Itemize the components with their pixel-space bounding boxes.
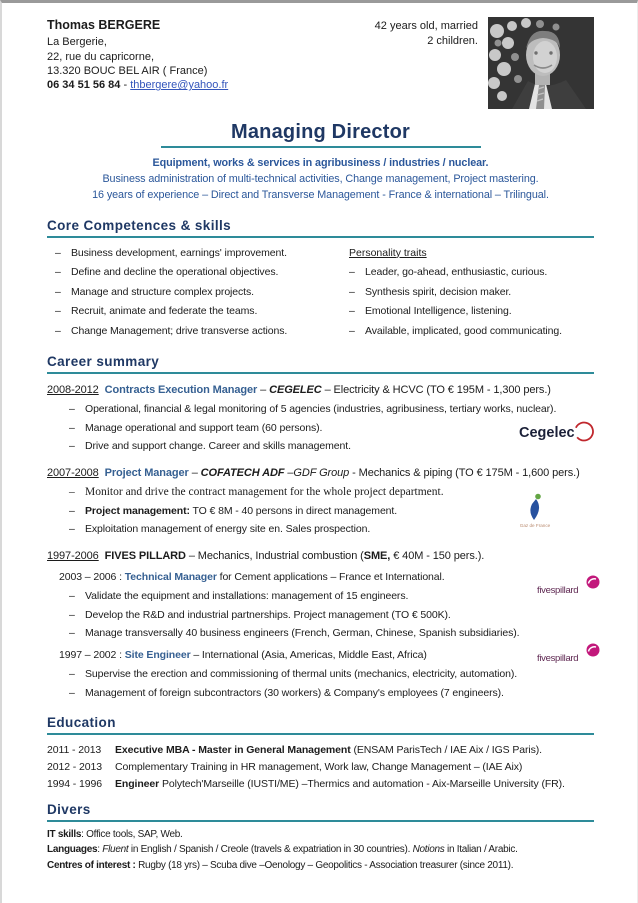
personal-status xyxy=(375,19,478,49)
address-line-2: 22, rue du capricorne, xyxy=(47,50,155,63)
interests-line: Centres of interest : Rugby (18 yrs) – Scuba dive –Oenology – Geopolitics - Association treasurer (since 2011). xyxy=(47,859,514,871)
education-rows xyxy=(47,744,594,790)
competence-item: – Change Management; drive transverse actions. xyxy=(55,324,288,337)
section-heading: Core Competences & skills xyxy=(47,217,232,233)
phone-email-line xyxy=(47,78,375,92)
children-status: 2 children. xyxy=(427,34,478,47)
personality-item: – Synthesis spirit, decision maker. xyxy=(349,285,512,298)
person-name: Thomas BERGERE xyxy=(47,18,161,32)
education-row xyxy=(47,761,594,773)
edu-period: 2012 - 2013 xyxy=(47,760,102,773)
subrole-title: Technical Manager xyxy=(124,571,217,584)
job-entry-fives-pillard xyxy=(47,550,594,699)
section-rule xyxy=(47,820,594,822)
section-heading: Education xyxy=(47,714,116,730)
job-header: 1997-2006 FIVES PILLARD – Mechanics, Industrial combustion (SME, € 40M - 150 pers.). xyxy=(47,550,485,563)
job-bullets xyxy=(69,486,594,535)
svg-text:fivespillard: fivespillard xyxy=(537,585,579,597)
edu-degree: Executive MBA - Master in General Management (ENSAM ParisTech / IAE Aix / IGS Paris). xyxy=(115,743,542,756)
competence-item: – Business development, earnings' improvement. xyxy=(55,246,287,259)
job-period: 2008-2012 xyxy=(47,384,99,397)
bullet-item: – Develop the R&D and industrial partnerships. Project management (TO € 500K). xyxy=(69,608,451,621)
edu-degree: Engineer Polytech'Marseille (IUSTI/ME) –Thermics and automation - Aix-Marseille University (FR). xyxy=(115,777,565,790)
bullet-item: – Drive and support change. Career and skills management. xyxy=(69,440,351,453)
job-period: 1997-2006 xyxy=(47,550,99,563)
job-header: 2008-2012 Contracts Execution Manager – CEGELEC – Electricity & HCVC (TO € 195M - 1,300 pers.) xyxy=(47,384,551,397)
edu-period: 1994 - 1996 xyxy=(47,777,102,790)
it-skills-line: IT skills: Office tools, SAP, Web. xyxy=(47,828,183,840)
bullet-item: – Exploitation management of energy site en. Sales prospection. xyxy=(69,523,371,536)
subtitle-line-2: Business administration of multi-technical activities, Change management, Project mastering. xyxy=(102,173,539,186)
page-title: Managing Director xyxy=(231,121,410,143)
subrole-title: Site Engineer xyxy=(124,649,191,662)
profile-summary xyxy=(47,155,594,204)
edu-period: 2011 - 2013 xyxy=(47,743,102,756)
job-entry-cofatech xyxy=(47,467,594,535)
subrole-header: 1997 – 2002 : Site Engineer – International (Asia, Americas, Middle East, Africa) xyxy=(59,649,427,662)
gdf-logo xyxy=(518,491,552,534)
title-underline xyxy=(161,146,481,148)
section-core-competences xyxy=(47,218,594,345)
job-title: Contracts Execution Manager xyxy=(104,384,258,397)
bullet-item: – Manage operational and support team (60 persons). xyxy=(69,421,323,434)
job-header: 2007-2008 Project Manager – COFATECH ADF –GDF Group - Mechanics & piping (TO € 175M - 1,600 pers.) xyxy=(47,467,580,480)
competence-item: – Define and decline the operational objectives. xyxy=(55,266,279,279)
personality-item: – Available, implicated, good communicating. xyxy=(349,324,562,337)
email-link[interactable]: thbergere@yahoo.fr xyxy=(130,79,229,92)
job-summary: – Electricity & HCVC (TO € 195M - 1,300 pers.) xyxy=(321,384,551,397)
subrole-period: 1997 – 2002 : xyxy=(59,649,125,662)
bullet-item: – Operational, financial & legal monitoring of 5 agencies (industries, agribusiness, tertiary works, nuclear). xyxy=(69,403,557,416)
section-rule xyxy=(47,372,594,374)
subrole-period: 2003 – 2006 : xyxy=(59,571,125,584)
phone-number: 06 34 51 56 84 xyxy=(47,79,121,92)
group-name: –GDF Group xyxy=(284,467,350,480)
competence-list-left xyxy=(47,247,347,345)
job-period: 2007-2008 xyxy=(47,467,99,480)
age-status: 42 years old, married xyxy=(374,20,478,32)
subtitle-line-1: Equipment, works & services in agribusiness / industries / nuclear. xyxy=(152,157,489,169)
section-divers xyxy=(47,802,594,874)
competence-item: – Manage and structure complex projects. xyxy=(55,285,254,298)
portrait-photo xyxy=(488,17,594,109)
fivespillard-logo xyxy=(536,642,602,673)
divers-rows xyxy=(47,827,594,874)
company-name: COFATECH ADF xyxy=(200,467,285,480)
section-heading: Career summary xyxy=(47,354,160,370)
bullet-item: – Management of foreign subcontractors (30 workers) & Company's employees (7 engineers). xyxy=(69,686,504,699)
bullet-item: – Project management: TO € 8M - 40 persons in direct management. xyxy=(69,504,398,517)
personality-item: – Leader, go-ahead, enthusiastic, curious. xyxy=(349,266,548,279)
subrole-header: 2003 – 2006 : Technical Manager for Cement applications – France et International. xyxy=(59,571,445,584)
header xyxy=(47,17,594,109)
section-rule xyxy=(47,236,594,238)
personality-title: Personality traits xyxy=(349,246,427,259)
languages-line: Languages: Fluent in English / Spanish / Creole (travels & expatriation in 30 countries). Notions in Italian / Arabic. xyxy=(47,844,518,856)
education-row xyxy=(47,744,594,756)
subtitle-line-3: 16 years of experience – Direct and Transverse Management - France & international – Trilingual. xyxy=(92,189,549,202)
svg-text:Cegelec: Cegelec xyxy=(519,425,575,442)
job-title: Project Manager xyxy=(104,467,189,480)
bullet-item: – Supervise the erection and commissioning of thermal units (mechanics, electricity, automation). xyxy=(69,668,518,681)
job-entry-cegelec xyxy=(47,384,594,452)
company-name: CEGELEC xyxy=(269,384,322,397)
address-line-1: La Bergerie, xyxy=(47,36,107,49)
bullet-item: – Monitor and drive the contract management for the whole project department. xyxy=(69,486,444,499)
personality-list xyxy=(347,247,594,345)
section-career-summary xyxy=(47,354,594,699)
section-heading: Divers xyxy=(47,801,91,817)
contact-block xyxy=(47,17,375,92)
subrole-bullets xyxy=(69,668,594,699)
competence-item: – Recruit, animate and federate the teams. xyxy=(55,305,258,318)
fivespillard-logo xyxy=(536,574,602,605)
job-bullets xyxy=(69,403,594,452)
bullet-item: – Validate the equipment and installations: management of 15 engineers. xyxy=(69,590,409,603)
address-line-3: 13.320 BOUC BEL AIR ( France) xyxy=(47,64,208,77)
personality-item: – Emotional Intelligence, listening. xyxy=(349,305,512,318)
cegelec-logo xyxy=(518,420,598,450)
svg-text:fivespillard: fivespillard xyxy=(537,653,579,665)
job-summary: - Mechanics & piping (TO € 175M - 1,600 pers.) xyxy=(349,467,580,480)
subrole-bullets xyxy=(69,590,594,639)
bullet-item: – Manage transversally 40 business engineers (French, German, Chinese, Spanish subsidiaries). xyxy=(69,627,520,640)
svg-text:Gaz de France: Gaz de France xyxy=(519,523,551,529)
education-row xyxy=(47,778,594,790)
section-rule xyxy=(47,733,594,735)
edu-degree: Complementary Training in HR management, Work law, Change Management – (IAE Aix) xyxy=(115,760,523,773)
section-education xyxy=(47,715,594,790)
separator: - xyxy=(120,79,131,92)
company-name: FIVES PILLARD xyxy=(104,550,186,563)
competence-columns xyxy=(47,247,594,345)
